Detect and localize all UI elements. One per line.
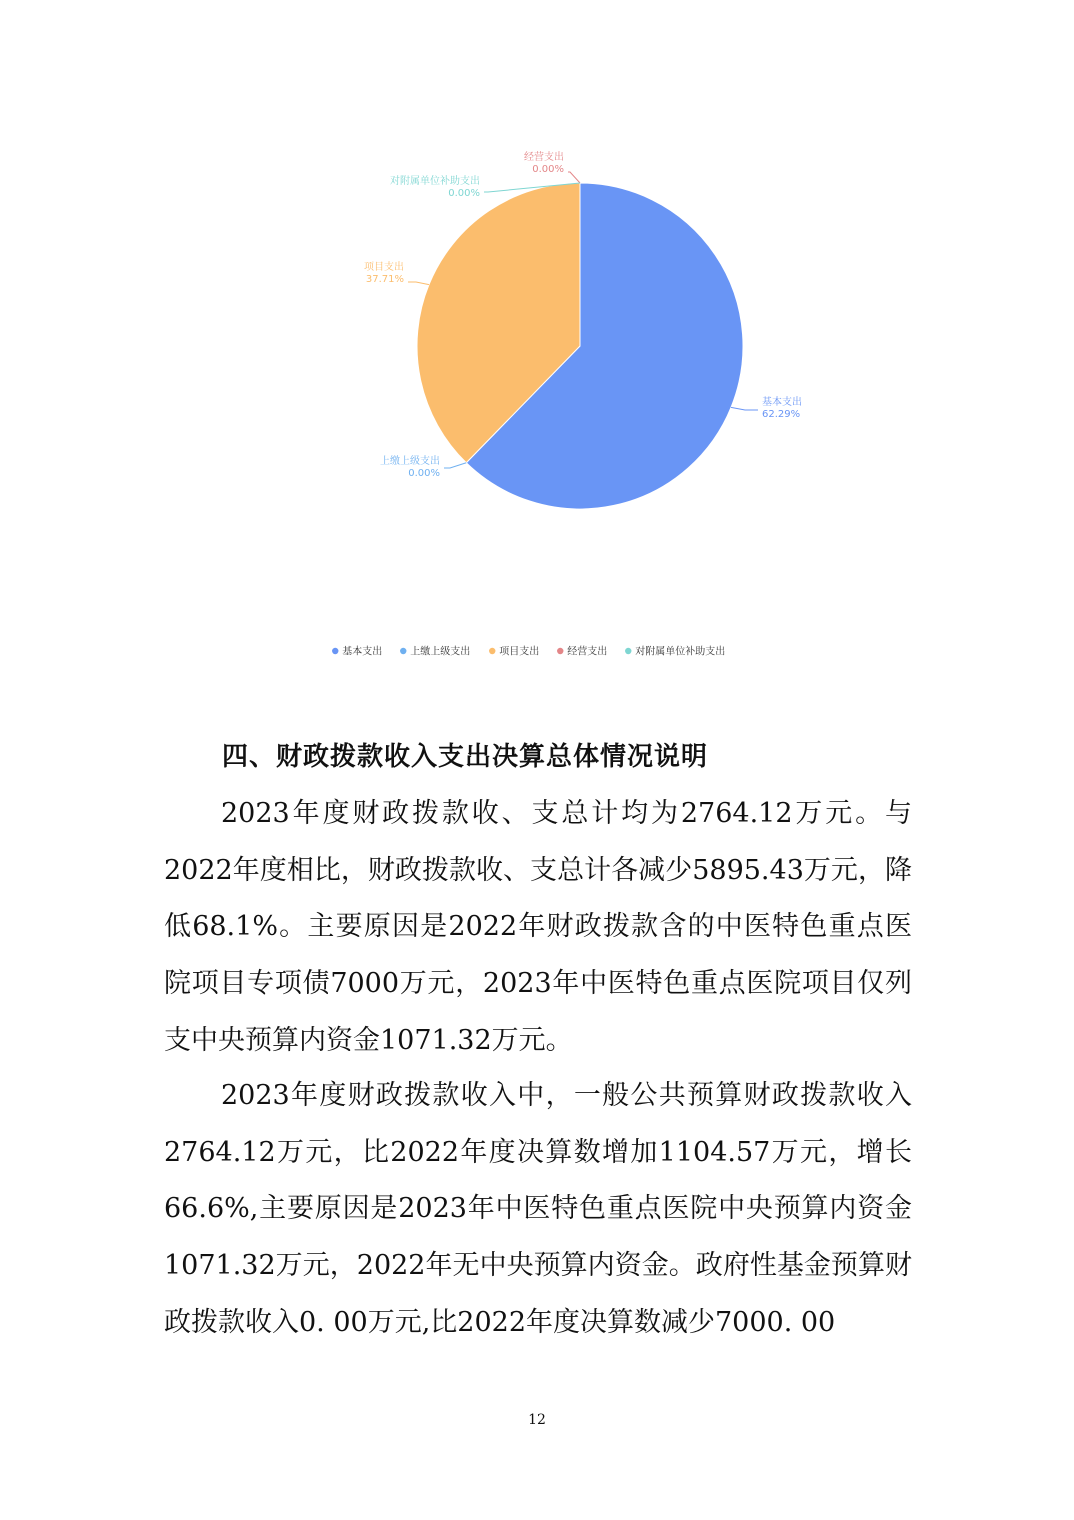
- slice-percent-label: 62.29%: [762, 409, 801, 420]
- slice-name-label: 经营支出: [524, 152, 564, 163]
- legend-marker[interactable]: [489, 648, 495, 654]
- slice-percent-label: 0.00%: [448, 188, 480, 199]
- legend-marker[interactable]: [625, 648, 631, 654]
- leader-line: [731, 407, 758, 410]
- slice-percent-label: 0.00%: [408, 468, 440, 479]
- body-paragraph: 2023年度财政拨款收入中，一般公共预算财政拨款收入2764.12万元，比2022年度决算数增加1104.57万元，增长66.6%,主要原因是2023年中医特色重点医院中央预算内资金1071.32万元，2022年无中央预算内资金。政府性基金预算财政拨款收入0. 00万元,比2022年度决算数减少7000. 00: [164, 1080, 912, 1338]
- body-paragraph: 2023年度财政拨款收、支总计均为2764.12万元。与2022年度相比，财政拨款收、支总计各减少5895.43万元，降低68.1%。主要原因是2022年财政拨款含的中医特色重点医院项目专项债7000万元，2023年中医特色重点医院项目仅列支中央预算内资金1071.32万元。: [164, 798, 912, 1056]
- legend-marker[interactable]: [557, 648, 563, 654]
- legend-item-label[interactable]: 对附属单位补助支出: [635, 646, 726, 658]
- leader-line: [444, 463, 466, 468]
- page-number: 12: [528, 1412, 546, 1428]
- slice-percent-label: 37.71%: [365, 274, 404, 285]
- section-heading: 四、财政拨款收入支出决算总体情况说明: [222, 742, 709, 772]
- legend-item-label[interactable]: 经营支出: [567, 646, 608, 658]
- legend-item-label[interactable]: 项目支出: [499, 646, 540, 658]
- slice-percent-label: 0.00%: [532, 164, 564, 175]
- slice-name-label: 基本支出: [762, 397, 802, 408]
- expenditure-pie-chart: [0, 0, 1074, 700]
- slice-name-label: 上缴上级支出: [380, 456, 440, 467]
- legend-marker[interactable]: [332, 648, 338, 654]
- chart-legend: [332, 645, 725, 658]
- pie-slices: [417, 183, 743, 509]
- legend-item-label[interactable]: 上缴上级支出: [410, 646, 471, 658]
- legend-item-label[interactable]: 基本支出: [342, 646, 383, 658]
- slice-name-label: 项目支出: [364, 262, 404, 273]
- leader-line: [408, 282, 429, 285]
- slice-name-label: 对附属单位补助支出: [390, 176, 480, 187]
- leader-line: [568, 172, 580, 183]
- legend-marker[interactable]: [400, 648, 406, 654]
